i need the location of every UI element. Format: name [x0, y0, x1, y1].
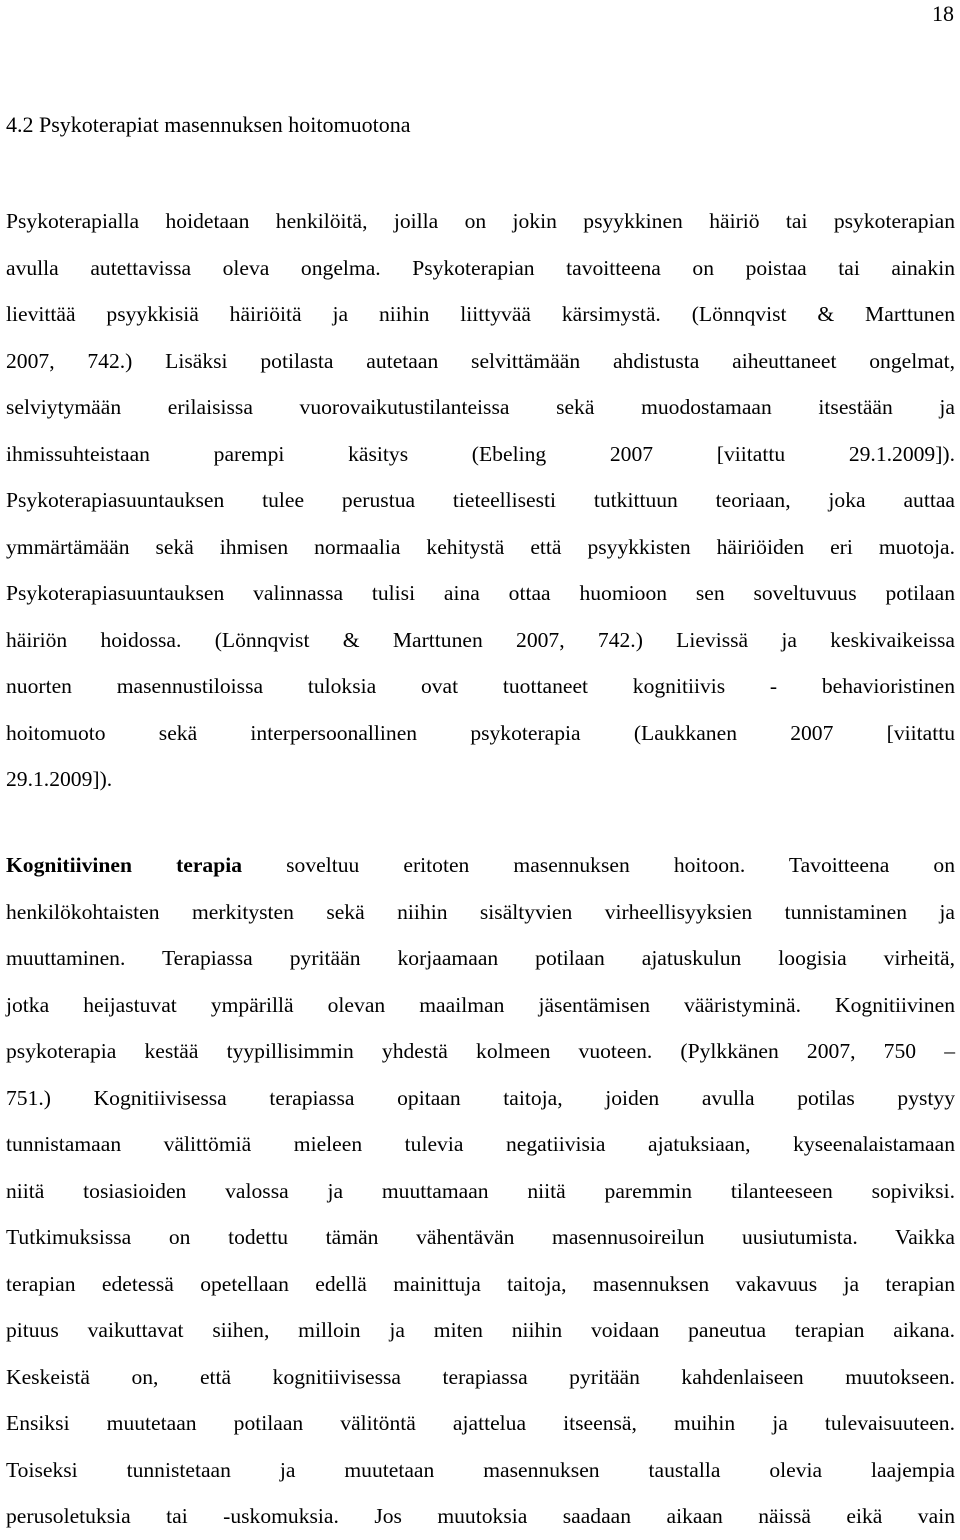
text-line: Psykoterapiasuuntauksen valinnassa tulisi aina ottaa huomioon sen soveltuvuus potilaan: [6, 581, 955, 605]
text-line: häiriön hoidossa. (Lönnqvist & Marttunen 2007, 742.) Lievissä ja keskivaikeissa: [6, 627, 955, 652]
text-line: avulla autettavissa oleva ongelma. Psykoterapian tavoitteena on poistaa tai ainakin: [6, 255, 955, 280]
text-line: 2007, 742.) Lisäksi potilasta autetaan selvittämään ahdistusta aiheuttaneet ongelmat,: [6, 348, 955, 373]
text-line: Tutkimuksissa on todettu tämän vähentävän masennusoireilun uusiutumista. Vaikka: [6, 1225, 955, 1249]
text-line: hoitomuoto sekä interpersoonallinen psykoterapia (Laukkanen 2007 [viitattu: [6, 720, 955, 745]
text-line: Ensiksi muutetaan potilaan välitöntä ajattelua itseensä, muihin ja tulevaisuuteen.: [6, 1411, 955, 1435]
text-line: lievittää psyykkisiä häiriöitä ja niihin liittyvää kärsimystä. (Lönnqvist & Marttunen: [6, 302, 955, 326]
text-line: Psykoterapiasuuntauksen tulee perustua tieteellisesti tutkittuun teoriaan, joka auttaa: [6, 488, 955, 512]
body-paragraph-kognitiivinen-terapia: [6, 842, 955, 1540]
text-line: tunnistamaan välittömiä mieleen tulevia negatiivisia ajatuksiaan, kyseenalaistamaan: [6, 1132, 955, 1156]
text-line: henkilökohtaisten merkitysten sekä niihin sisältyvien virheellisyyksien tunnistaminen ja: [6, 899, 955, 924]
text-line: niitä tosiasioiden valossa ja muuttamaan niitä paremmin tilanteeseen sopiviksi.: [6, 1178, 955, 1203]
text-line: terapian edetessä opetellaan edellä mainittuja taitoja, masennuksen vakavuus ja terapian: [6, 1271, 955, 1296]
page-number: 18: [932, 1, 954, 26]
body-paragraph-psykoterapiat: [6, 198, 955, 803]
text-line: jotka heijastuvat ympärillä olevan maailman jäsentämisen vääristyminä. Kognitiivinen: [6, 992, 955, 1017]
text-line-rest: soveltuu eritoten masennuksen hoitoon. Tavoitteena on: [242, 853, 955, 877]
text-line: ymmärtämään sekä ihmisen normaalia kehitystä että psyykkisten häiriöiden eri muotoja.: [6, 534, 955, 559]
text-line: muuttaminen. Terapiassa pyritään korjaamaan potilaan ajatuskulun loogisia virheitä,: [6, 946, 955, 970]
text-line-first: [6, 842, 955, 889]
text-line: Keskeistä on, että kognitiivisessa terapiassa pyritään kahdenlaiseen muutokseen.: [6, 1364, 955, 1389]
text-line: 751.) Kognitiivisessa terapiassa opitaan taitoja, joiden avulla potilas pystyy: [6, 1085, 955, 1110]
text-line: pituus vaikuttavat siihen, milloin ja miten niihin voidaan paneutua terapian aikana.: [6, 1318, 955, 1342]
text-line: 29.1.2009]).: [6, 767, 113, 791]
text-line: ihmissuhteistaan parempi käsitys (Ebeling 2007 [viitattu 29.1.2009]).: [6, 441, 955, 466]
text-line: nuorten masennustiloissa tuloksia ovat tuottaneet kognitiivis - behavioristinen: [6, 674, 955, 698]
section-heading: 4.2 Psykoterapiat masennuksen hoitomuotona: [6, 112, 411, 137]
text-line: selviytymään erilaisissa vuorovaikutustilanteissa sekä muodostamaan itsestään ja: [6, 395, 955, 419]
text-line: psykoterapia kestää tyypillisimmin yhdestä kolmeen vuoteen. (Pylkkänen 2007, 750 –: [6, 1039, 955, 1063]
text-line: Psykoterapialla hoidetaan henkilöitä, joilla on jokin psyykkinen häiriö tai psykoterapian: [6, 209, 955, 233]
text-line: perusoletuksia tai -uskomuksia. Jos muutoksia saadaan aikaan näissä eikä vain: [6, 1504, 955, 1528]
text-line: Toiseksi tunnistetaan ja muutetaan masennuksen taustalla olevia laajempia: [6, 1457, 955, 1482]
bold-term: Kognitiivinen terapia: [6, 853, 243, 877]
